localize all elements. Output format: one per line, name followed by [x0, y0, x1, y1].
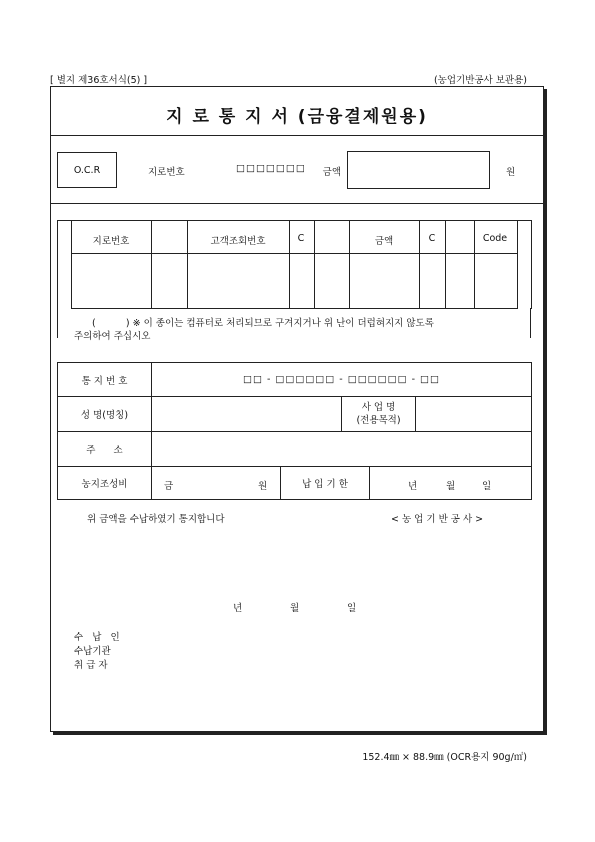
col-line: [419, 221, 420, 309]
fee-label: 농지조성비: [81, 479, 128, 490]
deadline-day: 일: [482, 481, 492, 492]
col-line: [517, 221, 518, 309]
col-line: [349, 221, 350, 309]
notice-line-1: ( ) ※ 이 종이는 컴퓨터로 처리되므로 구겨지거나 위 난이 더럽혀지지 않도록: [92, 318, 434, 329]
issuer-org: < 농 업 기 반 공 사 >: [391, 514, 484, 525]
col-line: [71, 221, 72, 309]
th-amount: 금액: [374, 236, 394, 247]
business-field[interactable]: [416, 397, 531, 431]
amount-label: 금액: [322, 167, 341, 178]
address-label: 주 소: [86, 445, 123, 456]
paper-spec: 152.4㎜ × 88.9㎜ (OCR용지 90g/㎡): [362, 752, 527, 763]
th-customer-number: 고객조회번호: [210, 236, 266, 247]
institution-label: 수납기관: [74, 646, 111, 657]
col-line: [474, 221, 475, 309]
date-month: 월: [290, 603, 300, 614]
name-label: 성 명(명칭): [80, 410, 129, 421]
receipt-statement: 위 금액을 수납하였기 통지합니다: [87, 514, 225, 525]
name-field[interactable]: [152, 397, 341, 431]
col-line: [289, 221, 290, 309]
fee-geum: 금: [164, 481, 174, 492]
address-field[interactable]: [152, 432, 531, 466]
notice-line-2: 주의하여 주십시오: [74, 331, 151, 342]
ocr-divider: [50, 203, 544, 204]
giro-code-table: [57, 220, 532, 309]
fee-won: 원: [258, 481, 268, 492]
notice-number-value: □□ - □□□□□□ - □□□□□□ - □□: [242, 374, 441, 385]
form-number: [ 별지 제36호서식(5) ]: [50, 75, 148, 86]
notice-number-label: 통 지 번 호: [81, 375, 128, 387]
copy-keeper: (농업기반공사 보관용): [433, 75, 527, 86]
row-line: [72, 253, 517, 254]
won-label: 원: [506, 167, 516, 178]
info-table: [57, 362, 532, 500]
form-title: 지 로 통 지 서 (금융결제원용): [166, 107, 428, 127]
date-day: 일: [347, 603, 357, 614]
giro-number-boxes: □□□□□□□: [236, 163, 306, 174]
th-check-2: C: [428, 233, 436, 244]
col-line: [445, 221, 446, 309]
ocr-label: O.C.R: [73, 164, 101, 176]
th-check-1: C: [297, 233, 305, 244]
col-line: [314, 221, 315, 309]
col-line: [151, 221, 152, 309]
deadline-month: 월: [446, 481, 456, 492]
row-line: [72, 308, 517, 309]
ocr-box: [57, 152, 117, 188]
th-code: Code: [482, 233, 508, 244]
deadline-label: 납 입 기 한: [302, 479, 348, 490]
title-divider: [50, 135, 544, 136]
th-giro-number: 지로번호: [92, 236, 130, 247]
amount-field[interactable]: [347, 151, 490, 189]
date-year: 년: [233, 603, 243, 614]
business-label: 사 업 명 (전용목적): [356, 402, 401, 426]
receiver-label: 수 납 인: [74, 632, 120, 643]
side-line: [57, 308, 58, 338]
side-line: [530, 308, 531, 338]
deadline-year: 년: [408, 481, 418, 492]
giro-number-label: 지로번호: [148, 167, 185, 178]
handler-label: 취 급 자: [74, 660, 108, 671]
col-line: [187, 221, 188, 309]
